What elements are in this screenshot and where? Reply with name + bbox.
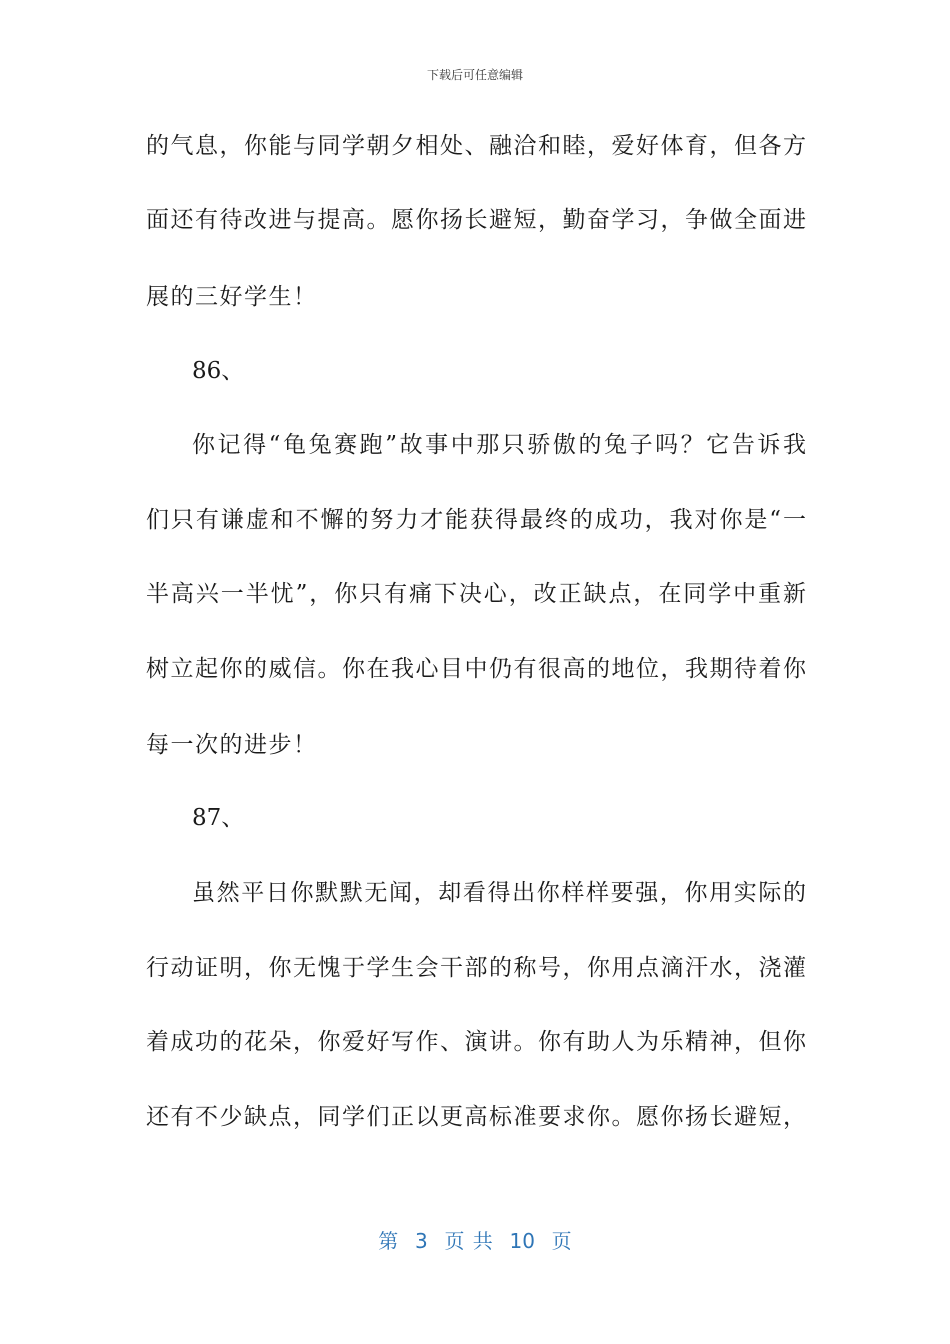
text-line: 还有不少缺点，同学们正以更高标准要求你。愿你扬长避短， [146,1104,806,1130]
page-header: 下载后可任意编辑 [426,68,523,82]
text-line: 半高兴一半忧”，你只有痛下决心，改正缺点，在同学中重新 [146,581,806,607]
item-number: 86、 [192,358,245,384]
text-line: 每一次的进步！ [146,732,318,758]
page-footer [0,1225,950,1254]
text-line: 虽然平日你默默无闻，却看得出你样样要强，你用实际的 [192,880,806,906]
text-line: 展的三好学生！ [146,284,318,310]
text-line: 行动证明，你无愧于学生会干部的称号，你用点滴汗水，浇灌 [146,955,806,981]
item-number: 87、 [192,805,245,831]
text-line: 你记得“龟兔赛跑”故事中那只骄傲的兔子吗？它告诉我 [192,432,806,458]
text-line: 的气息，你能与同学朝夕相处、融洽和睦，爱好体育，但各方 [146,133,806,159]
text-line: 着成功的花朵，你爱好写作、演讲。你有助人为乐精神，但你 [146,1029,806,1055]
text-line: 们只有谦虚和不懈的努力才能获得最终的成功，我对你是“一 [146,507,806,533]
text-line: 面还有待改进与提高。愿你扬长避短，勤奋学习，争做全面进 [146,207,806,233]
text-line: 树立起你的威信。你在我心目中仍有很高的地位，我期待着你 [146,656,806,682]
page-number-label: 第 3 页 共 10 页 [378,1229,572,1253]
